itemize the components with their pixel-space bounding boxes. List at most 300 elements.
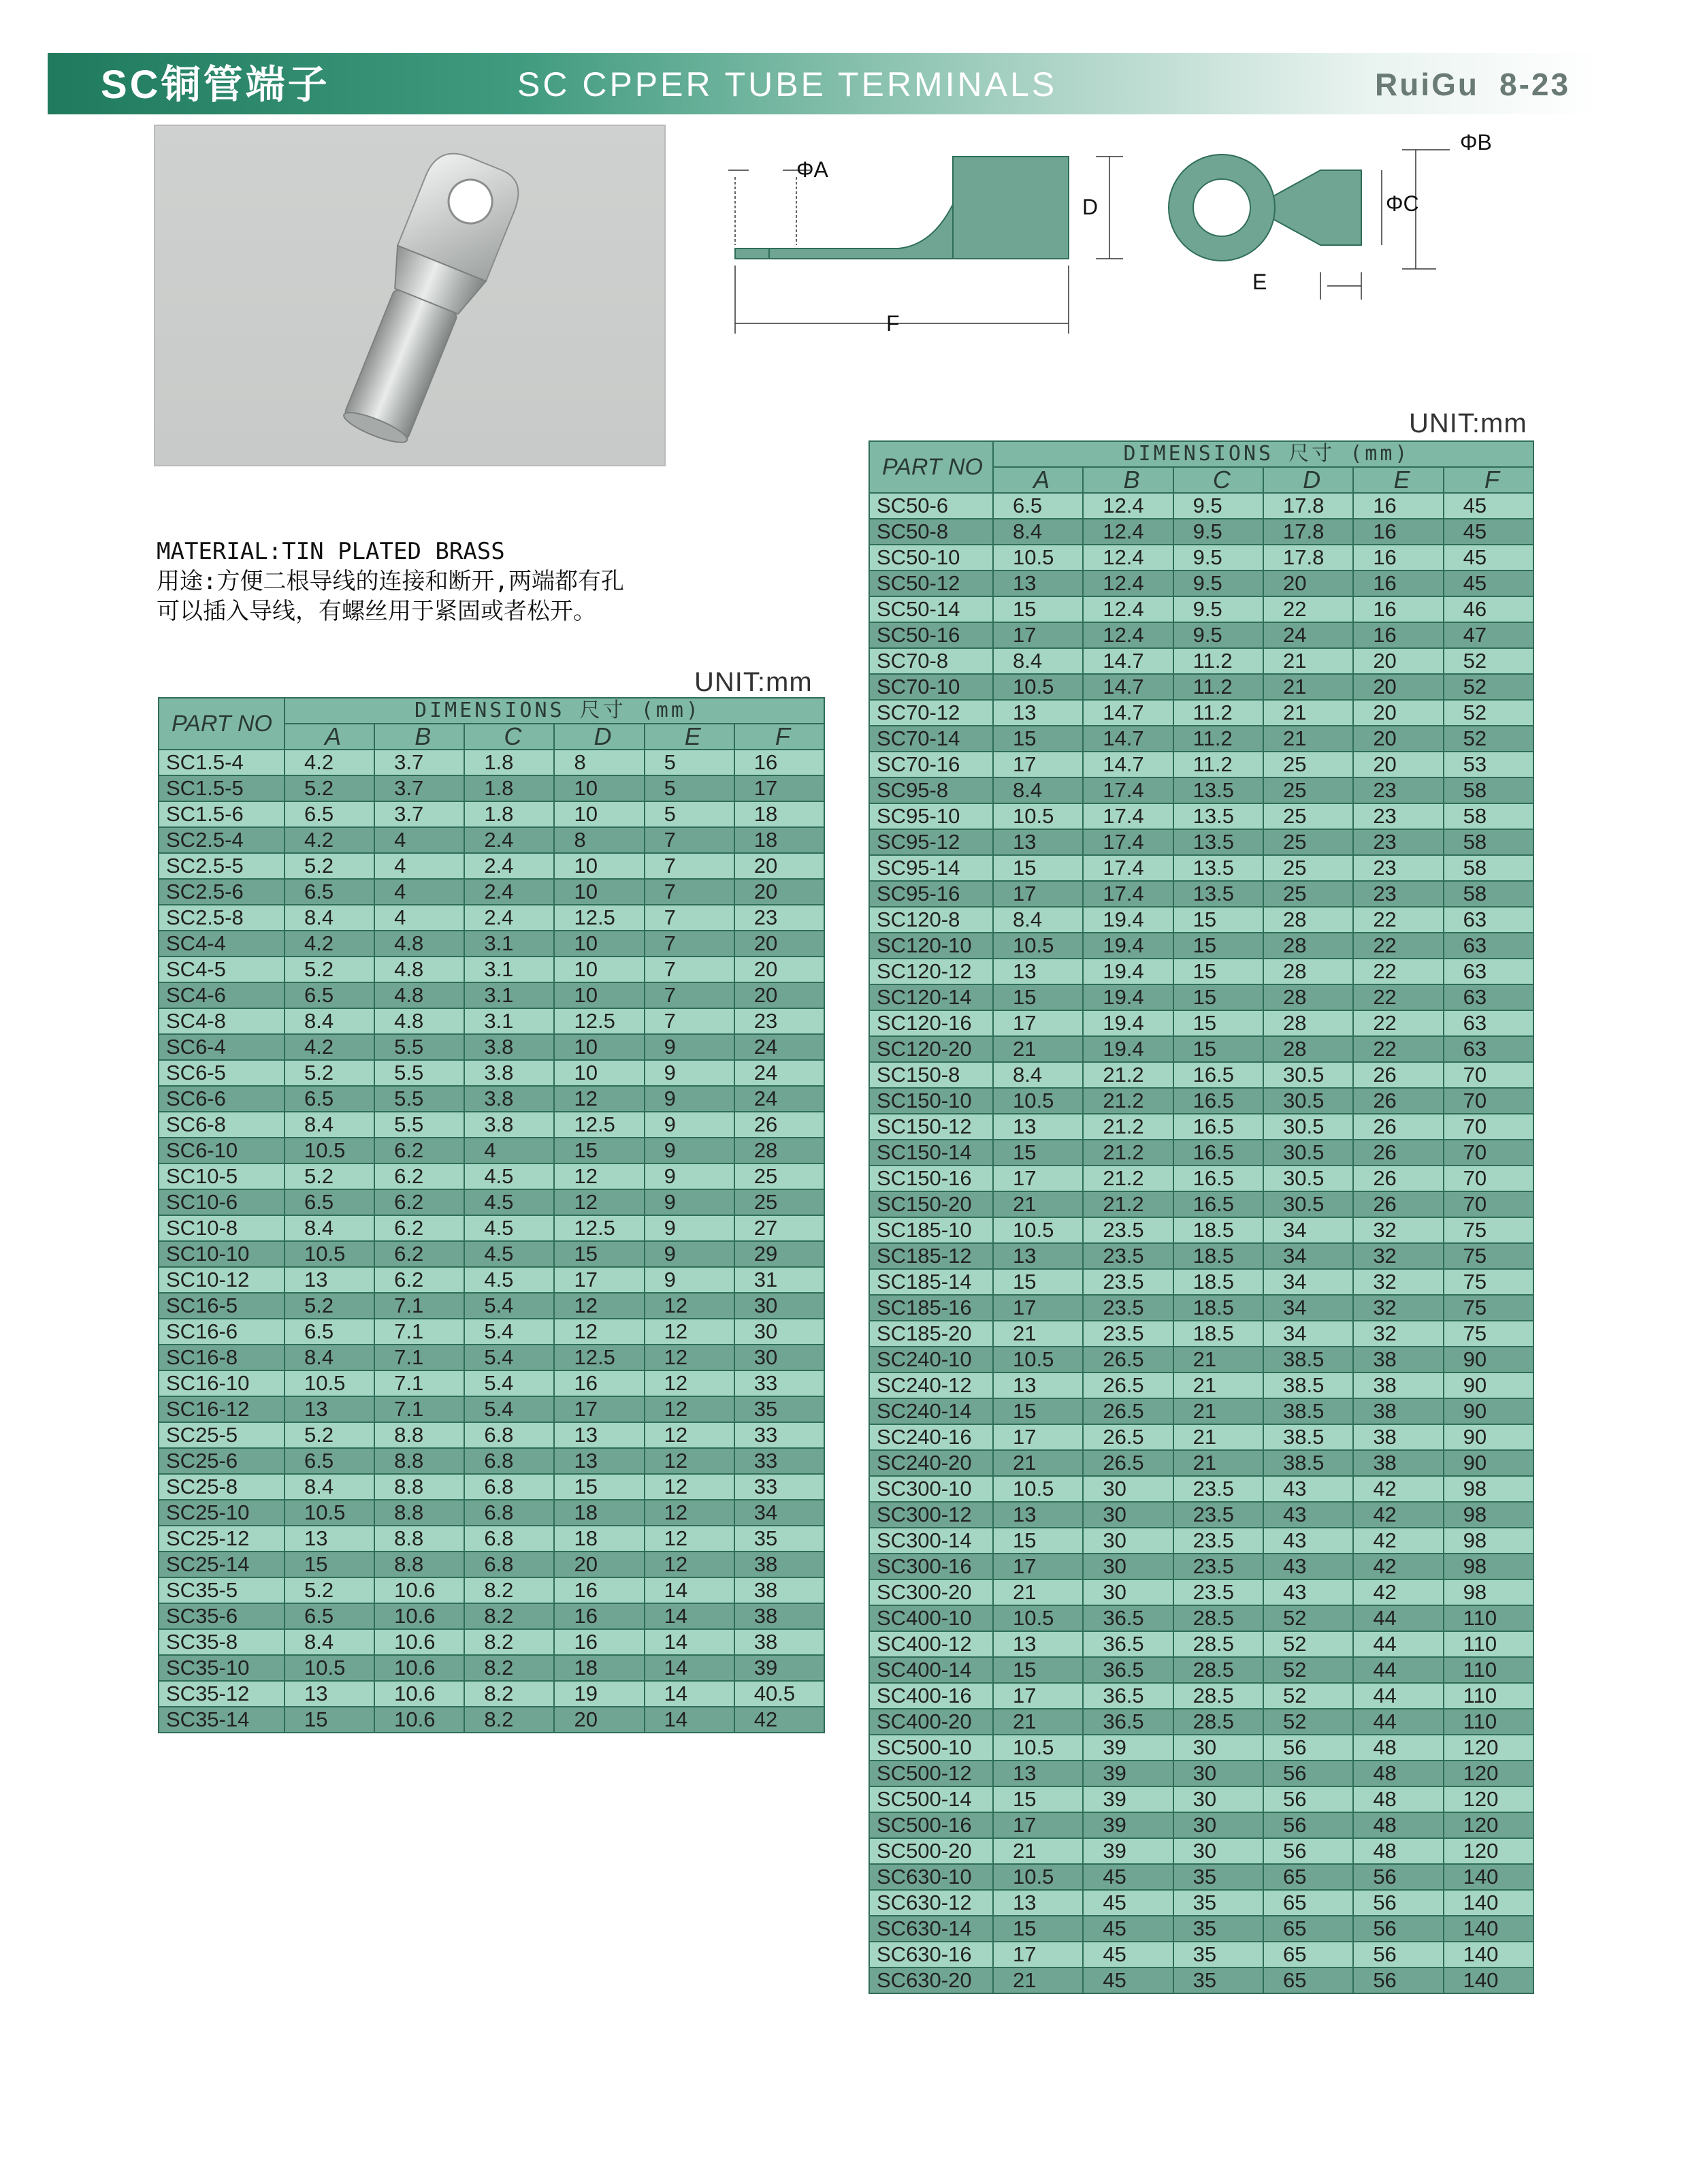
a-cell: 17	[993, 752, 1083, 777]
c-cell: 6.8	[464, 1422, 554, 1448]
f-cell: 63	[1444, 907, 1533, 933]
d-cell: 52	[1263, 1605, 1353, 1631]
c-cell: 6.8	[464, 1474, 554, 1500]
part-no-cell: SC630-14	[869, 1916, 993, 1942]
table-row	[869, 1786, 1533, 1812]
e-cell: 42	[1353, 1528, 1443, 1554]
d-cell: 43	[1263, 1579, 1353, 1605]
table-body-right	[869, 493, 1533, 1993]
d-cell: 34	[1263, 1295, 1353, 1321]
table-row	[869, 1761, 1533, 1786]
f-cell: 90	[1444, 1372, 1533, 1398]
d-cell: 34	[1263, 1269, 1353, 1295]
part-no-cell: SC185-16	[869, 1295, 993, 1321]
c-cell: 1.8	[464, 775, 554, 801]
part-no-cell: SC240-16	[869, 1424, 993, 1450]
side-barrel-shape	[953, 157, 1069, 259]
e-cell: 14	[645, 1603, 734, 1629]
unit-label-right: UNIT:mm	[1409, 408, 1527, 438]
d-cell: 17	[554, 1267, 644, 1293]
a-cell: 10.5	[993, 803, 1083, 829]
table-row	[869, 493, 1533, 519]
e-cell: 14	[645, 1577, 734, 1603]
part-no-cell: SC185-12	[869, 1243, 993, 1269]
f-cell: 98	[1444, 1554, 1533, 1579]
b-cell: 4.8	[374, 957, 464, 982]
part-no-cell: SC500-14	[869, 1786, 993, 1812]
f-cell: 38	[734, 1603, 824, 1629]
d-cell: 10	[554, 879, 644, 905]
f-cell: 63	[1444, 959, 1533, 984]
table-row	[159, 931, 824, 957]
table-row	[159, 1655, 824, 1681]
table-row	[869, 1709, 1533, 1735]
table-row	[159, 1681, 824, 1707]
e-cell: 48	[1353, 1812, 1443, 1838]
table-row	[869, 984, 1533, 1010]
label-b: ΦB	[1460, 130, 1492, 155]
d-cell: 56	[1263, 1786, 1353, 1812]
c-cell: 30	[1173, 1786, 1263, 1812]
table-row	[869, 1528, 1533, 1554]
table-row	[159, 1500, 824, 1526]
b-cell: 45	[1083, 1942, 1173, 1968]
e-cell: 32	[1353, 1321, 1443, 1347]
column-header-d: D	[1263, 467, 1353, 493]
a-cell: 4.2	[285, 750, 374, 775]
a-cell: 10.5	[993, 1605, 1083, 1631]
e-cell: 20	[1353, 700, 1443, 726]
b-cell: 26.5	[1083, 1372, 1173, 1398]
e-cell: 42	[1353, 1579, 1443, 1605]
part-no-cell: SC150-10	[869, 1088, 993, 1114]
e-cell: 42	[1353, 1554, 1443, 1579]
c-cell: 5.4	[464, 1293, 554, 1319]
b-cell: 23.5	[1083, 1269, 1173, 1295]
c-cell: 30	[1173, 1812, 1263, 1838]
c-cell: 8.2	[464, 1577, 554, 1603]
c-cell: 18.5	[1173, 1217, 1263, 1243]
b-cell: 5.5	[374, 1060, 464, 1086]
b-cell: 10.6	[374, 1681, 464, 1707]
part-no-cell: SC240-10	[869, 1347, 993, 1372]
f-cell: 30	[734, 1345, 824, 1370]
f-cell: 58	[1444, 855, 1533, 881]
part-no-cell: SC150-16	[869, 1166, 993, 1191]
d-cell: 12.5	[554, 1008, 644, 1034]
table-row	[159, 1345, 824, 1370]
a-cell: 5.2	[285, 853, 374, 879]
table-row	[869, 1269, 1533, 1295]
part-no-cell: SC630-20	[869, 1968, 993, 1993]
part-no-cell: SC150-20	[869, 1191, 993, 1217]
a-cell: 6.5	[285, 1086, 374, 1112]
a-cell: 10.5	[993, 933, 1083, 959]
f-cell: 52	[1444, 700, 1533, 726]
d-cell: 21	[1263, 700, 1353, 726]
c-cell: 4.5	[464, 1267, 554, 1293]
c-cell: 4.5	[464, 1241, 554, 1267]
e-cell: 48	[1353, 1735, 1443, 1761]
part-no-cell: SC95-8	[869, 777, 993, 803]
f-cell: 75	[1444, 1243, 1533, 1269]
b-cell: 10.6	[374, 1577, 464, 1603]
c-cell: 9.5	[1173, 622, 1263, 648]
part-no-cell: SC4-5	[159, 957, 285, 982]
b-cell: 12.4	[1083, 519, 1173, 545]
b-cell: 7.1	[374, 1370, 464, 1396]
a-cell: 13	[993, 1372, 1083, 1398]
part-no-cell: SC400-10	[869, 1605, 993, 1631]
d-cell: 17.8	[1263, 493, 1353, 519]
a-cell: 13	[993, 1761, 1083, 1786]
column-header-a: A	[993, 467, 1083, 493]
table-row	[869, 855, 1533, 881]
f-cell: 90	[1444, 1347, 1533, 1372]
b-cell: 7.1	[374, 1319, 464, 1345]
table-row	[869, 803, 1533, 829]
c-cell: 15	[1173, 959, 1263, 984]
d-cell: 30.5	[1263, 1140, 1353, 1166]
e-cell: 20	[1353, 726, 1443, 752]
d-cell: 12.5	[554, 1112, 644, 1138]
f-cell: 20	[734, 853, 824, 879]
a-cell: 8.4	[285, 1008, 374, 1034]
c-cell: 4.5	[464, 1215, 554, 1241]
column-header-e: E	[1353, 467, 1443, 493]
b-cell: 23.5	[1083, 1243, 1173, 1269]
a-cell: 15	[993, 1269, 1083, 1295]
table-row	[869, 1864, 1533, 1890]
f-cell: 70	[1444, 1062, 1533, 1088]
d-cell: 12.5	[554, 905, 644, 931]
a-cell: 15	[993, 1657, 1083, 1683]
d-cell: 10	[554, 1060, 644, 1086]
a-cell: 10.5	[993, 1217, 1083, 1243]
a-cell: 8.4	[993, 1062, 1083, 1088]
unit-label-left: UNIT:mm	[694, 667, 813, 697]
f-cell: 27	[734, 1215, 824, 1241]
a-cell: 17	[993, 1424, 1083, 1450]
b-cell: 10.6	[374, 1707, 464, 1733]
part-no-cell: SC35-6	[159, 1603, 285, 1629]
a-cell: 13	[285, 1267, 374, 1293]
part-no-cell: SC25-6	[159, 1448, 285, 1474]
b-cell: 8.8	[374, 1552, 464, 1577]
table-row	[159, 1215, 824, 1241]
a-cell: 8.4	[285, 1474, 374, 1500]
b-cell: 8.8	[374, 1474, 464, 1500]
table-row	[159, 957, 824, 982]
e-cell: 23	[1353, 777, 1443, 803]
d-cell: 52	[1263, 1631, 1353, 1657]
label-c: ΦC	[1386, 191, 1419, 216]
a-cell: 13	[993, 1502, 1083, 1528]
table-row	[159, 1448, 824, 1474]
c-cell: 3.1	[464, 1008, 554, 1034]
a-cell: 8.4	[285, 1345, 374, 1370]
f-cell: 17	[734, 775, 824, 801]
c-cell: 35	[1173, 1916, 1263, 1942]
a-cell: 17	[993, 622, 1083, 648]
part-no-cell: SC70-8	[869, 648, 993, 674]
label-d: D	[1082, 195, 1099, 219]
e-cell: 16	[1353, 519, 1443, 545]
b-cell: 30	[1083, 1476, 1173, 1502]
b-cell: 39	[1083, 1735, 1173, 1761]
front-hole-shape	[1193, 179, 1250, 236]
f-cell: 30	[734, 1319, 824, 1345]
f-cell: 110	[1444, 1683, 1533, 1709]
part-no-cell: SC95-12	[869, 829, 993, 855]
d-cell: 19	[554, 1681, 644, 1707]
table-row	[869, 622, 1533, 648]
b-cell: 10.6	[374, 1629, 464, 1655]
dimension-drawing	[728, 123, 1579, 368]
f-cell: 75	[1444, 1321, 1533, 1347]
b-cell: 23.5	[1083, 1295, 1173, 1321]
d-cell: 12	[554, 1319, 644, 1345]
d-cell: 38.5	[1263, 1450, 1353, 1476]
c-cell: 8.2	[464, 1655, 554, 1681]
b-cell: 39	[1083, 1786, 1173, 1812]
c-cell: 5.4	[464, 1370, 554, 1396]
e-cell: 44	[1353, 1631, 1443, 1657]
table-row	[869, 726, 1533, 752]
column-header-b: B	[1083, 467, 1173, 493]
a-cell: 10.5	[993, 1347, 1083, 1372]
b-cell: 36.5	[1083, 1657, 1173, 1683]
b-cell: 4	[374, 905, 464, 931]
f-cell: 16	[734, 750, 824, 775]
e-cell: 14	[645, 1655, 734, 1681]
b-cell: 7.1	[374, 1345, 464, 1370]
e-cell: 7	[645, 931, 734, 957]
part-no-cell: SC150-8	[869, 1062, 993, 1088]
a-cell: 10.5	[993, 1864, 1083, 1890]
part-no-cell: SC150-14	[869, 1140, 993, 1166]
f-cell: 38	[734, 1629, 824, 1655]
table-row	[869, 1890, 1533, 1916]
f-cell: 20	[734, 982, 824, 1008]
a-cell: 13	[993, 1890, 1083, 1916]
c-cell: 16.5	[1173, 1114, 1263, 1140]
table-row	[869, 1372, 1533, 1398]
part-no-cell: SC50-8	[869, 519, 993, 545]
e-cell: 42	[1353, 1476, 1443, 1502]
table-row	[869, 1812, 1533, 1838]
b-cell: 39	[1083, 1812, 1173, 1838]
b-cell: 36.5	[1083, 1709, 1173, 1735]
table-row	[869, 1114, 1533, 1140]
table-row	[159, 1707, 824, 1733]
part-no-cell: SC16-5	[159, 1293, 285, 1319]
c-cell: 23.5	[1173, 1554, 1263, 1579]
d-cell: 21	[1263, 726, 1353, 752]
d-cell: 10	[554, 982, 644, 1008]
part-no-header: PART NO	[869, 441, 993, 493]
table-row	[869, 1140, 1533, 1166]
a-cell: 17	[993, 1554, 1083, 1579]
e-cell: 5	[645, 801, 734, 827]
table-row	[869, 545, 1533, 571]
b-cell: 6.2	[374, 1215, 464, 1241]
f-cell: 70	[1444, 1140, 1533, 1166]
b-cell: 26.5	[1083, 1398, 1173, 1424]
f-cell: 31	[734, 1267, 824, 1293]
a-cell: 10.5	[285, 1370, 374, 1396]
a-cell: 17	[993, 1295, 1083, 1321]
c-cell: 9.5	[1173, 519, 1263, 545]
usage-line-2: 可以插入导线，有螺丝用于紧固或者松开。	[157, 598, 596, 625]
e-cell: 9	[645, 1163, 734, 1189]
product-photo	[154, 125, 666, 466]
b-cell: 7.1	[374, 1293, 464, 1319]
c-cell: 3.8	[464, 1034, 554, 1060]
d-cell: 25	[1263, 855, 1353, 881]
a-cell: 15	[993, 1140, 1083, 1166]
a-cell: 10.5	[993, 674, 1083, 700]
table-row	[869, 752, 1533, 777]
c-cell: 5.4	[464, 1396, 554, 1422]
column-header-d: D	[554, 724, 644, 750]
c-cell: 8.2	[464, 1681, 554, 1707]
c-cell: 28.5	[1173, 1683, 1263, 1709]
table-row	[159, 1034, 824, 1060]
f-cell: 34	[734, 1500, 824, 1526]
column-header-c: C	[1173, 467, 1263, 493]
f-cell: 45	[1444, 519, 1533, 545]
a-cell: 6.5	[993, 493, 1083, 519]
material-line: MATERIAL:TIN PLATED BRASS	[157, 538, 505, 565]
d-cell: 8	[554, 827, 644, 853]
d-cell: 30.5	[1263, 1166, 1353, 1191]
d-cell: 56	[1263, 1812, 1353, 1838]
b-cell: 4.8	[374, 931, 464, 957]
a-cell: 21	[993, 1036, 1083, 1062]
c-cell: 6.8	[464, 1552, 554, 1577]
f-cell: 45	[1444, 493, 1533, 519]
a-cell: 13	[993, 700, 1083, 726]
f-cell: 58	[1444, 777, 1533, 803]
f-cell: 63	[1444, 1036, 1533, 1062]
c-cell: 18.5	[1173, 1321, 1263, 1347]
table-row	[159, 1526, 824, 1552]
table-row	[869, 1424, 1533, 1450]
b-cell: 21.2	[1083, 1062, 1173, 1088]
e-cell: 14	[645, 1707, 734, 1733]
c-cell: 16.5	[1173, 1088, 1263, 1114]
column-header-f: F	[734, 724, 824, 750]
c-cell: 4	[464, 1138, 554, 1163]
table-row	[869, 1036, 1533, 1062]
e-cell: 12	[645, 1396, 734, 1422]
f-cell: 63	[1444, 984, 1533, 1010]
d-cell: 15	[554, 1241, 644, 1267]
e-cell: 12	[645, 1370, 734, 1396]
part-no-cell: SC35-5	[159, 1577, 285, 1603]
b-cell: 26.5	[1083, 1450, 1173, 1476]
a-cell: 6.5	[285, 1448, 374, 1474]
table-row	[869, 1657, 1533, 1683]
d-cell: 10	[554, 801, 644, 827]
table-row	[869, 1010, 1533, 1036]
e-cell: 56	[1353, 1968, 1443, 1993]
a-cell: 15	[993, 1528, 1083, 1554]
d-cell: 10	[554, 853, 644, 879]
part-no-cell: SC400-12	[869, 1631, 993, 1657]
d-cell: 43	[1263, 1476, 1353, 1502]
a-cell: 21	[993, 1191, 1083, 1217]
a-cell: 8.4	[993, 907, 1083, 933]
a-cell: 21	[993, 1450, 1083, 1476]
e-cell: 44	[1353, 1709, 1443, 1735]
a-cell: 4.2	[285, 827, 374, 853]
e-cell: 14	[645, 1681, 734, 1707]
f-cell: 140	[1444, 1968, 1533, 1993]
d-cell: 17	[554, 1396, 644, 1422]
table-row	[869, 1243, 1533, 1269]
c-cell: 8.2	[464, 1603, 554, 1629]
column-header-c: C	[464, 724, 554, 750]
b-cell: 6.2	[374, 1241, 464, 1267]
c-cell: 1.8	[464, 801, 554, 827]
d-cell: 56	[1263, 1761, 1353, 1786]
part-no-cell: SC630-10	[869, 1864, 993, 1890]
e-cell: 9	[645, 1241, 734, 1267]
f-cell: 58	[1444, 881, 1533, 907]
b-cell: 12.4	[1083, 596, 1173, 622]
f-cell: 90	[1444, 1424, 1533, 1450]
part-no-cell: SC50-10	[869, 545, 993, 571]
a-cell: 4.2	[285, 1034, 374, 1060]
table-row	[159, 750, 824, 775]
a-cell: 15	[993, 726, 1083, 752]
label-f: F	[886, 311, 900, 336]
f-cell: 42	[734, 1707, 824, 1733]
d-cell: 43	[1263, 1554, 1353, 1579]
a-cell: 6.5	[285, 982, 374, 1008]
a-cell: 10.5	[285, 1138, 374, 1163]
c-cell: 28.5	[1173, 1631, 1263, 1657]
table-row	[159, 1552, 824, 1577]
e-cell: 12	[645, 1345, 734, 1370]
b-cell: 17.4	[1083, 803, 1173, 829]
b-cell: 3.7	[374, 801, 464, 827]
table-row	[159, 1319, 824, 1345]
e-cell: 32	[1353, 1295, 1443, 1321]
d-cell: 20	[554, 1552, 644, 1577]
part-no-cell: SC300-14	[869, 1528, 993, 1554]
d-cell: 10	[554, 1034, 644, 1060]
table-row	[159, 1422, 824, 1448]
part-no-cell: SC95-14	[869, 855, 993, 881]
a-cell: 21	[993, 1968, 1083, 1993]
b-cell: 6.2	[374, 1267, 464, 1293]
table-row	[159, 801, 824, 827]
c-cell: 23.5	[1173, 1476, 1263, 1502]
part-no-cell: SC16-6	[159, 1319, 285, 1345]
c-cell: 8.2	[464, 1707, 554, 1733]
table-row	[869, 1398, 1533, 1424]
c-cell: 18.5	[1173, 1243, 1263, 1269]
b-cell: 19.4	[1083, 907, 1173, 933]
e-cell: 38	[1353, 1372, 1443, 1398]
d-cell: 18	[554, 1526, 644, 1552]
c-cell: 11.2	[1173, 648, 1263, 674]
b-cell: 12.4	[1083, 545, 1173, 571]
d-cell: 13	[554, 1422, 644, 1448]
